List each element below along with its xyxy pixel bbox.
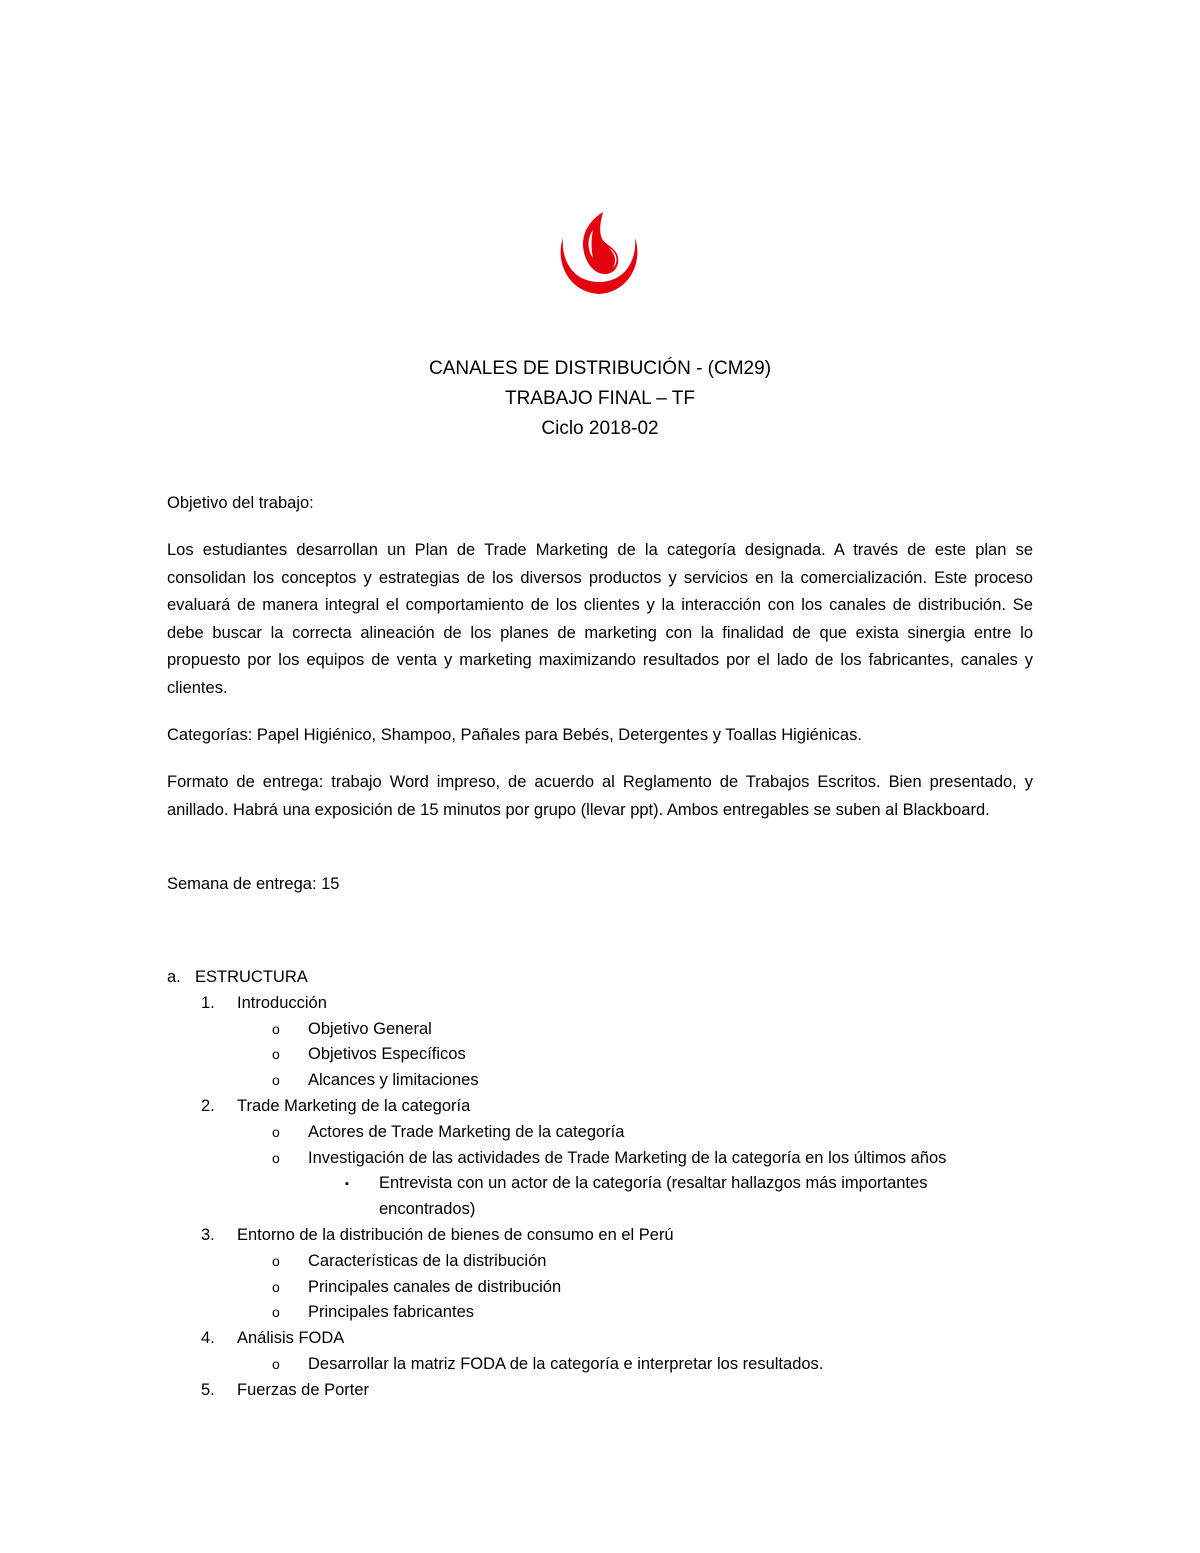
bullet-marker: o <box>272 1355 280 1372</box>
square-bullet-icon: ▪ <box>345 1178 349 1191</box>
section-title: Trade Marketing de la categoría <box>237 1096 471 1115</box>
outline-item <box>167 1042 1067 1068</box>
section-number: 5. <box>201 1380 215 1399</box>
formato-paragraph: Formato de entrega: trabajo Word impreso, de acuerdo al Reglamento de Trabajos Escritos. Bien presentado, y anillado. Habrá una exposición de 15 minutos por grupo (llevar ppt). Ambos entregables se suben al Blackboard. <box>167 773 1033 819</box>
bullet-marker: o <box>272 1072 280 1089</box>
outline-item-text: Investigación de las actividades de Trade Marketing de la categoría en los últimos años <box>308 1148 947 1167</box>
section-title: Introducción <box>237 993 327 1012</box>
outline-item <box>167 1017 1067 1043</box>
semana-paragraph: Semana de entrega: 15 <box>167 875 340 893</box>
outline-item <box>167 1275 1067 1301</box>
outline-item <box>167 1352 1067 1378</box>
bullet-marker: o <box>272 1252 280 1269</box>
outline-item <box>167 1120 1067 1146</box>
section-title: Fuerzas de Porter <box>237 1380 370 1399</box>
section-title: Análisis FODA <box>237 1329 345 1348</box>
outline-subitem <box>167 1171 1067 1223</box>
title-line-cycle: Ciclo 2018-02 <box>541 418 659 439</box>
outline-item-text: Objetivo General <box>308 1019 432 1038</box>
outline-item <box>167 1300 1067 1326</box>
outline-section <box>167 1223 1067 1249</box>
section-title: Entorno de la distribución de bienes de consumo en el Perú <box>237 1225 674 1244</box>
outline-heading-text: ESTRUCTURA <box>195 968 308 986</box>
outline-item-text: Alcances y limitaciones <box>308 1071 479 1090</box>
estructura-outline <box>167 965 1067 1404</box>
outline-heading <box>167 965 1067 991</box>
bullet-marker: o <box>272 1304 280 1321</box>
outline-item-text: Actores de Trade Marketing de la categoría <box>308 1122 625 1141</box>
outline-marker: a. <box>167 968 181 986</box>
bullet-marker: o <box>272 1046 280 1063</box>
outline-item-text: Desarrollar la matriz FODA de la categoría e interpretar los resultados. <box>308 1354 824 1373</box>
flame-logo-icon <box>553 208 645 300</box>
outline-section <box>167 991 1067 1017</box>
section-number: 2. <box>201 1096 215 1115</box>
section-number: 3. <box>201 1225 215 1244</box>
outline-item-text: Principales fabricantes <box>308 1303 474 1322</box>
outline-item-text: Objetivos Específicos <box>308 1045 466 1064</box>
bullet-marker: o <box>272 1123 280 1140</box>
objetivo-paragraph: Los estudiantes desarrollan un Plan de Trade Marketing de la categoría designada. A través de este plan se consolidan los conceptos y estrategias de los diversos productos y servicios en la comercialización. Este proceso evaluará de manera integral el comportamiento de los clientes y la interacción con los canales de distribución. Se debe buscar la correcta alineación de los planes de marketing con la finalidad de que exista sinergia entre lo propuesto por los equipos de venta y marketing maximizando resultados por el lado de los fabricantes, canales y clientes. <box>167 541 1033 697</box>
section-number: 4. <box>201 1329 215 1348</box>
outline-section <box>167 1326 1067 1352</box>
bullet-marker: o <box>272 1149 280 1166</box>
outline-section <box>167 1378 1067 1404</box>
outline-item-text: Características de la distribución <box>308 1251 547 1270</box>
outline-item <box>167 1146 1067 1172</box>
section-number: 1. <box>201 993 215 1012</box>
outline-item <box>167 1068 1067 1094</box>
objetivo-heading: Objetivo del trabajo: <box>167 494 314 512</box>
outline-item <box>167 1249 1067 1275</box>
document-title <box>0 354 1200 444</box>
bullet-marker: o <box>272 1278 280 1295</box>
title-line-course: CANALES DE DISTRIBUCIÓN - (CM29) <box>428 358 772 379</box>
categorias-paragraph: Categorías: Papel Higiénico, Shampoo, Pañales para Bebés, Detergentes y Toallas Higiénicas. <box>167 726 862 744</box>
title-line-assignment: TRABAJO FINAL – TF <box>504 388 696 409</box>
outline-subitem-text: Entrevista con un actor de la categoría (resaltar hallazgos más importantes encontrados) <box>379 1174 928 1219</box>
outline-item-text: Principales canales de distribución <box>308 1277 562 1296</box>
bullet-marker: o <box>272 1020 280 1037</box>
outline-section <box>167 1094 1067 1120</box>
